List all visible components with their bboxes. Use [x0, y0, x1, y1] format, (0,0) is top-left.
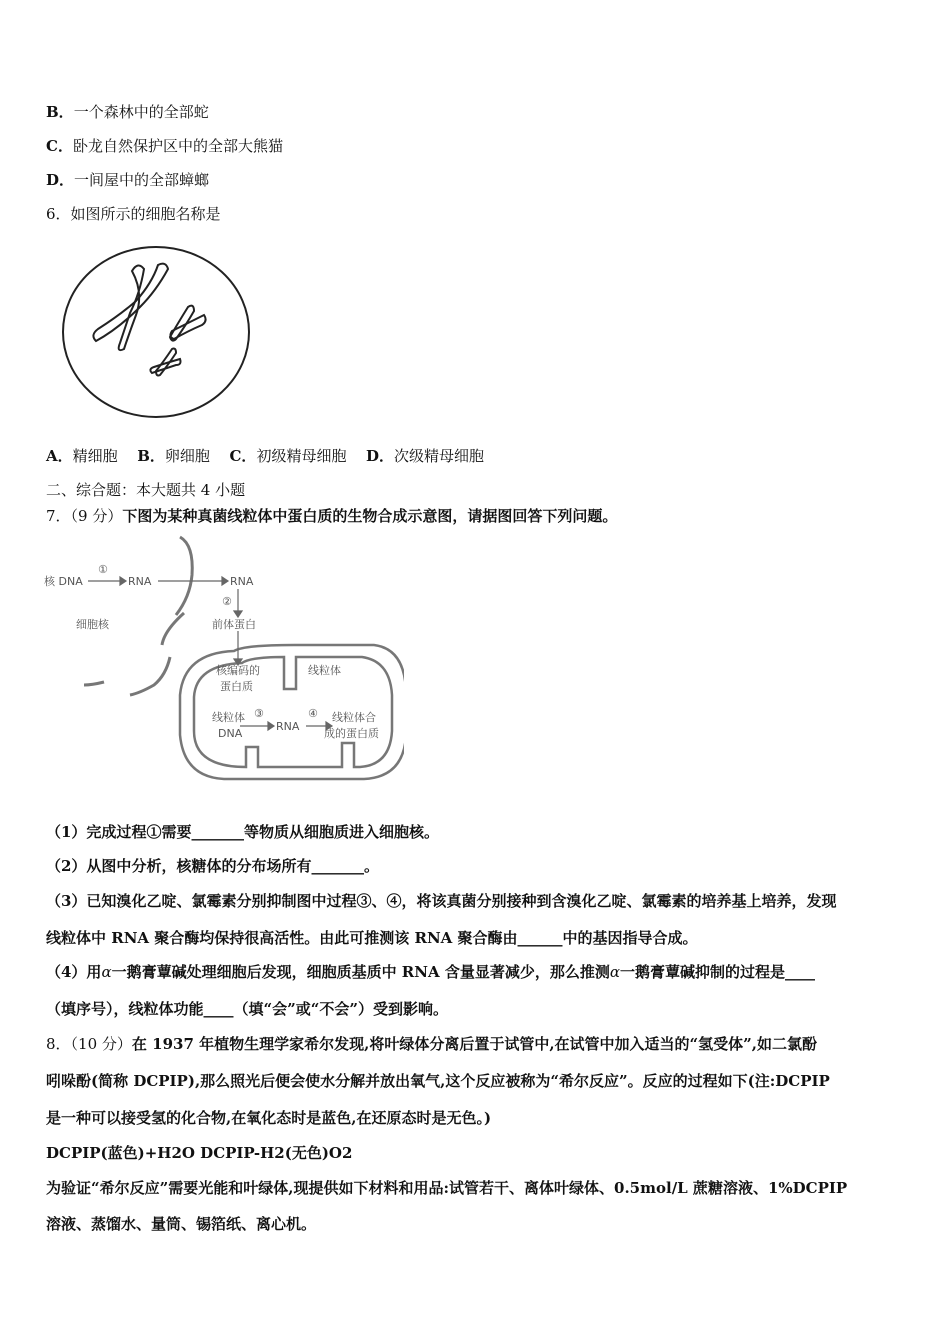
medium-chromosome [170, 306, 206, 341]
option-text: 初级精母细胞 [256, 447, 347, 465]
cell-figure [60, 243, 252, 421]
label-mt-protein-1: 线粒体合 [332, 711, 376, 724]
q7-stem-text: 下图为某种真菌线粒体中蛋白质的生物合成示意图，请据图回答下列问题。 [122, 507, 618, 525]
q8-reaction: DCPIP(蓝色)+H2O DCPIP-H2(无色)O2 [46, 1144, 353, 1162]
alpha-symbol: α [101, 963, 112, 981]
q8-text-1: 在 1937 年植物生理学家希尔发现,将叶绿体分离后置于试管中,在试管中加入适当的“氢受体”,如二氯酚 [131, 1035, 818, 1053]
label-step2: ② [222, 595, 232, 608]
label-step4: ④ [308, 707, 318, 720]
option-label: C． [229, 447, 257, 465]
label-step3: ③ [254, 707, 264, 720]
label-mt-dna-1: 线粒体 [212, 711, 245, 724]
option-text: 一个森林中的全部蛇 [73, 103, 209, 121]
alpha-symbol: α [609, 963, 620, 981]
process-arrows [88, 577, 332, 730]
q7-sub4-part2: 一鹅膏蕈碱处理细胞后发现，细胞质基质中 RNA 含量显著减少，那么推测 [111, 963, 610, 981]
nuclear-envelope [84, 537, 192, 695]
label-rna1: RNA [128, 575, 152, 588]
option-text: 卵细胞 [164, 447, 210, 465]
label-rna2: RNA [230, 575, 254, 588]
option-label: B． [46, 103, 74, 121]
option-label: D． [46, 171, 75, 189]
mito-protein-diagram [44, 535, 404, 785]
label-rna3: RNA [276, 720, 300, 733]
label-nuc-encoded-2: 蛋白质 [220, 680, 253, 693]
arrow-1-head [120, 577, 126, 585]
q8-line5: 为验证“希尔反应”需要光能和叶绿体,现提供如下材料和用品:试管若干、离体叶绿体、0.5mol/L 蔗糖溶液、1%DCPIP [46, 1179, 848, 1197]
option-text: 精细胞 [72, 447, 118, 465]
label-precursor: 前体蛋白 [212, 618, 256, 631]
small-chromosome [150, 349, 180, 376]
q7-sub4-part3: 一鹅膏蕈碱抑制的过程是____ [619, 963, 815, 981]
q7-sub3-line1: （3）已知溴化乙啶、氯霉素分别抑制图中过程③、④，将该真菌分别接种到含溴化乙啶、氯霉素的培养基上培养，发现 [46, 892, 837, 910]
option-label: A． [46, 447, 73, 465]
arrow-rna-head [222, 577, 228, 585]
q8-line1 [46, 1034, 817, 1054]
q6-options [46, 446, 484, 466]
arrow-3-head [268, 722, 274, 730]
q8-line3: 是一种可以接受氢的化合物,在氧化态时是蓝色,在还原态时是无色。) [46, 1109, 492, 1127]
q5-option-b [46, 102, 209, 122]
q5-option-c [46, 136, 283, 156]
q7-sub3-line2: 线粒体中 RNA 聚合酶均保持很高活性。由此可推测该 RNA 聚合酶由______中的基因指导合成。 [46, 929, 698, 947]
q8-number: 8．（10 分） [46, 1035, 132, 1053]
option-text: 卧龙自然保护区中的全部大熊猫 [72, 137, 283, 155]
label-nucleus: 细胞核 [76, 618, 109, 631]
q7-sub4-part1: （4）用 [46, 963, 102, 981]
option-text: 一间屋中的全部蟑螂 [74, 171, 210, 189]
q7-sub4-line1 [46, 962, 815, 982]
option-label: D． [366, 447, 395, 465]
large-chromosome [93, 264, 168, 350]
q7-sub4-line2: （填序号），线粒体功能____（填“会”或“不会”）受到影响。 [46, 1000, 449, 1018]
q6-stem: 6．如图所示的细胞名称是 [46, 205, 221, 223]
option-label: B． [137, 447, 165, 465]
q7-stem [46, 506, 617, 526]
label-mitochondrion: 线粒体 [308, 664, 341, 677]
q7-sub1: （1）完成过程①需要_______等物质从细胞质进入细胞核。 [46, 823, 439, 841]
label-nuclear-dna: 核 DNA [44, 575, 83, 588]
label-mt-dna-2: DNA [218, 727, 243, 740]
section-heading: 二、综合题：本大题共 4 小题 [46, 481, 246, 499]
label-nuc-encoded-1: 核编码的 [216, 664, 260, 677]
q8-line2: 吲哚酚(简称 DCPIP),那么照光后便会使水分解并放出氧气,这个反应被称为“希尔反应”。反应的过程如下(注:DCPIP [46, 1072, 830, 1090]
q5-option-d [46, 170, 209, 190]
label-step1: ① [98, 563, 108, 576]
option-label: C． [46, 137, 73, 155]
option-text: 次级精母细胞 [394, 447, 485, 465]
q7-number: 7．（9 分） [46, 507, 123, 525]
label-mt-protein-2: 成的蛋白质 [324, 727, 379, 740]
q8-line6: 溶液、蒸馏水、量筒、锡箔纸、离心机。 [46, 1215, 317, 1233]
q7-sub2: （2）从图中分析，核糖体的分布场所有_______。 [46, 857, 379, 875]
arrow-2-head [234, 611, 242, 617]
